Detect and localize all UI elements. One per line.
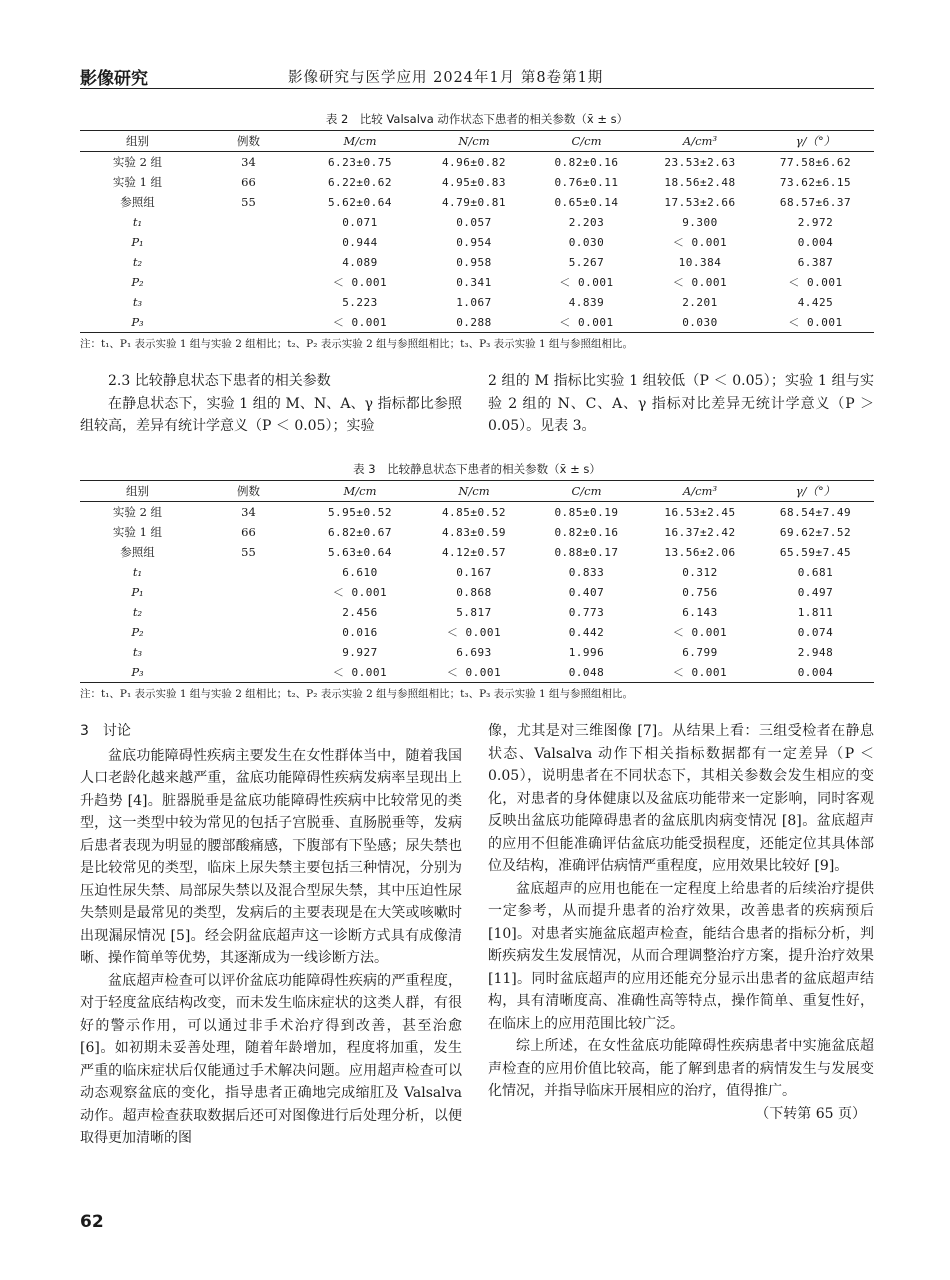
table-cell: 0.65±0.14 xyxy=(554,195,619,209)
table-cell: 0.341 xyxy=(456,275,492,289)
table-cell: 23.53±2.63 xyxy=(664,155,736,169)
table-cell: 2.201 xyxy=(682,295,718,309)
table-cell: 4.85±0.52 xyxy=(441,505,507,519)
table-cell: 5.223 xyxy=(342,295,378,309)
table3-col-header: C/cm xyxy=(571,484,602,498)
table3-col-header: A/cm³ xyxy=(682,484,718,498)
discussion-paragraph: 综上所述，在女性盆底功能障碍性疾病患者中实施盆底超声检查的应用价值比较高，能了解到患者的病情发生与发展变化情况，并指导临床开展相应的治疗，值得推广。 xyxy=(488,1038,874,1099)
table-cell: 4.95±0.83 xyxy=(441,175,507,189)
row-label-cell: P₃ xyxy=(131,665,144,679)
table-cell: 6.23±0.75 xyxy=(327,155,393,169)
table-cell: 0.756 xyxy=(682,585,718,599)
table-cell: 0.167 xyxy=(456,565,492,579)
table-cell xyxy=(195,602,302,622)
table-cell: 4.83±0.59 xyxy=(441,525,507,539)
table-row xyxy=(80,522,874,542)
table-cell: 0.944 xyxy=(342,235,378,249)
page-number: 62 xyxy=(80,1212,104,1232)
row-label-cell: t₁ xyxy=(132,565,143,579)
table-cell: ＜ 0.001 xyxy=(788,276,843,289)
table-cell: 0.048 xyxy=(568,665,605,679)
table-cell: 66 xyxy=(241,175,256,189)
table3-col-header: 组别 xyxy=(126,484,149,498)
discussion-paragraph: 盆底超声的应用也能在一定程度上给患者的后续治疗提供一定参考，从而提升患者的治疗效果，改善患者的疾病预后 [10]。对患者实施盆底超声检查，能结合患者的指标分析，判断疾病发生发展情况，从而合理调整治疗方案，提升治疗效果 [11]。同时盆底超声的应用还能充分显示出患者的盆底超声结构，具有清晰度高、准确性高等特点，操作简单、重复性好，在临床上的应用范围比较广泛。 xyxy=(488,880,874,1032)
table3-col-header: M/cm xyxy=(343,484,377,498)
table-cell: 4.79±0.81 xyxy=(441,195,507,209)
table-row xyxy=(80,662,874,683)
table2-caption: 表 2 比较 Valsalva 动作状态下患者的相关参数（x̄ ± s） xyxy=(325,112,629,126)
row-label-cell: P₁ xyxy=(131,235,144,249)
table-cell: 2.203 xyxy=(568,215,605,229)
table-cell: 16.53±2.45 xyxy=(664,505,736,519)
row-label-cell: t₂ xyxy=(132,605,143,619)
row-label-cell: t₃ xyxy=(132,645,143,659)
table-cell: 0.88±0.17 xyxy=(554,545,619,559)
table-cell: 4.839 xyxy=(568,295,605,309)
row-label-cell: 参照组 xyxy=(120,195,155,209)
table-cell: 6.387 xyxy=(797,255,834,269)
table-cell: 0.074 xyxy=(797,625,834,639)
discussion-paragraph: 像，尤其是对三维图像 [7]。从结果上看：三组受检者在静息状态、Valsalva 动作下相关指标数据都有一定差异（P ＜ 0.05），说明患者在不同状态下，其相关参数会发生相应的变化，对患者的身体健康以及盆底功能带来一定影响，同时客观反映出盆底功能障碍患者的盆底肌肉病变情况 [8]。盆底超声的应用不但能准确评估盆底功能受损程度，还能定位其具体部位及结构，准确评估病情严重程度，应用效果比较好 [9]。 xyxy=(488,723,874,874)
table-cell xyxy=(195,252,302,272)
table-cell: 2.972 xyxy=(797,215,834,229)
discussion-paragraph: 盆底超声检查可以评价盆底功能障碍性疾病的严重程度，对于轻度盆底结构改变，而未发生临床症状的这类人群，有很好的警示作用，可以通过非手术治疗得到改善，甚至治愈 [6]。如初期未妥善处理，随着年龄增加，程度将加重，发生严重的临床症状后仅能通过手术解决问题。应用超声检查可以动态观察盆底的变化，指导患者正确地完成缩肛及 Valsalva 动作。超声检查获取数据后还可对图像进行后处理分析，以便取得更加清晰的图 xyxy=(80,972,462,1146)
table-row xyxy=(80,582,874,602)
table-cell: 68.54±7.49 xyxy=(779,505,852,519)
table-cell: 0.833 xyxy=(568,565,605,579)
table-cell: ＜ 0.001 xyxy=(672,236,728,249)
table-row xyxy=(80,192,874,212)
row-label-cell: 实验 2 组 xyxy=(112,155,163,169)
table-cell: 4.12±0.57 xyxy=(441,545,507,559)
table2-col-header: N/cm xyxy=(458,134,490,148)
table-cell: 6.22±0.62 xyxy=(327,175,393,189)
section23-right-column xyxy=(488,370,874,438)
table-cell: 9.927 xyxy=(342,645,378,659)
table-cell: 0.82±0.16 xyxy=(554,525,619,539)
table-cell: 0.954 xyxy=(456,235,492,249)
table-cell: 0.85±0.19 xyxy=(554,505,619,519)
table-cell: ＜ 0.001 xyxy=(788,316,843,329)
table-cell: 0.958 xyxy=(456,255,492,269)
row-label-cell: 实验 1 组 xyxy=(112,175,163,189)
table2-col-header: C/cm xyxy=(571,134,602,148)
table3 xyxy=(80,480,874,683)
row-label-cell: P₁ xyxy=(131,585,144,599)
table-cell: ＜ 0.001 xyxy=(332,316,388,329)
journal-tag: 影像研究 xyxy=(80,69,148,89)
table-cell: ＜ 0.001 xyxy=(559,276,614,289)
table-cell: 0.497 xyxy=(797,585,834,599)
table-cell: 17.53±2.66 xyxy=(664,195,736,209)
table3-caption: 表 3 比较静息状态下患者的相关参数（x̄ ± s） xyxy=(353,462,601,476)
table-cell: ＜ 0.001 xyxy=(559,316,614,329)
table-cell: 13.56±2.06 xyxy=(664,545,736,559)
continued-note: （下转第 65 页） xyxy=(755,1105,866,1122)
table-cell: 4.089 xyxy=(342,255,378,269)
table-row xyxy=(80,152,874,173)
discussion-heading: 3 讨论 xyxy=(80,723,131,739)
discussion-right-column xyxy=(488,720,874,1125)
row-label-cell: t₁ xyxy=(132,215,143,229)
table-cell: 69.62±7.52 xyxy=(779,525,852,539)
table-cell: 18.56±2.48 xyxy=(664,175,736,189)
table-cell xyxy=(195,582,302,602)
table-cell: ＜ 0.001 xyxy=(332,276,388,289)
table-cell: 0.312 xyxy=(682,565,718,579)
table-cell: 10.384 xyxy=(678,255,722,269)
table-cell: 4.425 xyxy=(797,295,834,309)
table-cell: 0.071 xyxy=(342,215,378,229)
row-label-cell: 实验 2 组 xyxy=(112,505,163,519)
table-cell: 5.267 xyxy=(568,255,605,269)
table-row xyxy=(80,312,874,333)
table-cell: 16.37±2.42 xyxy=(664,525,736,539)
table-row xyxy=(80,642,874,662)
table-cell: 5.63±0.64 xyxy=(327,545,393,559)
table2-col-header: γ/（°） xyxy=(795,134,836,148)
table-cell: ＜ 0.001 xyxy=(446,666,502,679)
table-cell: 5.62±0.64 xyxy=(327,195,393,209)
table-cell: 0.407 xyxy=(568,585,605,599)
section23-left-column xyxy=(80,370,462,438)
row-label-cell: P₂ xyxy=(131,625,144,639)
table-cell: 0.030 xyxy=(682,315,718,329)
table-cell: ＜ 0.001 xyxy=(672,276,728,289)
discussion-left-column xyxy=(80,720,462,1150)
table-cell: 4.96±0.82 xyxy=(441,155,507,169)
journal-header-title: 影像研究与医学应用 2024年1月 第8卷第1期 xyxy=(288,70,604,86)
table-cell: 5.817 xyxy=(456,605,492,619)
table-cell: 34 xyxy=(241,155,256,169)
row-label-cell: 参照组 xyxy=(120,545,155,559)
table-cell: 2.456 xyxy=(342,605,378,619)
table-cell xyxy=(195,622,302,642)
table3-note: 注：t₁、P₁ 表示实验 1 组与实验 2 组相比；t₂、P₂ 表示实验 2 组与参照组相比；t₃、P₃ 表示实验 1 组与参照组相比。 xyxy=(80,688,634,700)
table2-col-header: 例数 xyxy=(237,134,260,148)
table-cell: 6.799 xyxy=(682,645,718,659)
table-cell: 0.016 xyxy=(342,625,378,639)
table3-header-row xyxy=(80,481,874,502)
table3-col-header: γ/（°） xyxy=(795,484,836,498)
table-cell xyxy=(195,212,302,232)
table-row xyxy=(80,252,874,272)
table-cell: 0.76±0.11 xyxy=(554,175,619,189)
table-cell: 0.004 xyxy=(797,665,834,679)
discussion-paragraph: 盆底功能障碍性疾病主要发生在女性群体当中，随着我国人口老龄化越来越严重，盆底功能障碍性疾病发病率呈现出上升趋势 [4]。脏器脱垂是盆底功能障碍性疾病中比较常见的类型，这一类型中较为常见的包括子宫脱垂、直肠脱垂等，发病后患者表现为明显的腰部酸痛感，下腹部有下坠感；尿失禁也是比较常见的类型，临床上尿失禁主要包括三种情况，分别为压迫性尿失禁、局部尿失禁以及混合型尿失禁，其中压迫性尿失禁则是最常见的类型，发病后的主要表现是在大笑或咳嗽时出现漏尿情况 [5]。经会阴盆底超声这一诊断方式具有成像清晰、操作简单等优势，其逐渐成为一线诊断方法。 xyxy=(80,747,462,966)
table-cell: 65.59±7.45 xyxy=(779,545,852,559)
table-cell: 1.811 xyxy=(797,605,834,619)
table-row xyxy=(80,292,874,312)
table-cell: 0.442 xyxy=(568,625,605,639)
table-cell: 6.693 xyxy=(456,645,492,659)
table-cell: 1.067 xyxy=(456,295,492,309)
table-cell: 55 xyxy=(241,545,256,559)
table-row xyxy=(80,542,874,562)
table-cell: 77.58±6.62 xyxy=(779,155,852,169)
row-label-cell: t₂ xyxy=(132,255,143,269)
table-cell: 6.82±0.67 xyxy=(327,525,393,539)
table-row xyxy=(80,622,874,642)
table-cell: 34 xyxy=(241,505,256,519)
table-cell: 73.62±6.15 xyxy=(779,175,852,189)
table3-col-header: 例数 xyxy=(237,484,260,498)
table-cell xyxy=(195,642,302,662)
row-label-cell: P₂ xyxy=(131,275,144,289)
table-cell: ＜ 0.001 xyxy=(672,666,728,679)
table2-col-header: M/cm xyxy=(343,134,377,148)
table-cell: 0.288 xyxy=(456,315,492,329)
table2-col-header: 组别 xyxy=(126,134,149,148)
table-cell: 55 xyxy=(241,195,256,209)
table-cell: 9.300 xyxy=(682,215,718,229)
table-cell: 68.57±6.37 xyxy=(779,195,852,209)
row-label-cell: t₃ xyxy=(132,295,143,309)
header-rule xyxy=(80,88,874,89)
table-row xyxy=(80,272,874,292)
table-cell xyxy=(195,662,302,683)
table-cell: 0.773 xyxy=(568,605,605,619)
table-row xyxy=(80,502,874,523)
table2 xyxy=(80,130,874,333)
table-row xyxy=(80,172,874,192)
table-row xyxy=(80,602,874,622)
table-cell: 66 xyxy=(241,525,256,539)
table-row xyxy=(80,232,874,252)
table-row xyxy=(80,562,874,582)
table-row xyxy=(80,212,874,232)
table-cell: 0.681 xyxy=(797,565,834,579)
table-cell: ＜ 0.001 xyxy=(332,666,388,679)
table-cell: 2.948 xyxy=(797,645,834,659)
table-cell: ＜ 0.001 xyxy=(446,626,502,639)
table2-header-row xyxy=(80,131,874,152)
table-cell: 6.610 xyxy=(342,565,378,579)
section23-heading: 2.3 比较静息状态下患者的相关参数 xyxy=(108,373,331,389)
table-cell xyxy=(195,562,302,582)
table2-col-header: A/cm³ xyxy=(682,134,718,148)
table-cell: 0.868 xyxy=(456,585,492,599)
table-cell xyxy=(195,232,302,252)
table-cell: 0.057 xyxy=(456,215,492,229)
table-cell: 1.996 xyxy=(568,645,605,659)
table-cell: 6.143 xyxy=(682,605,718,619)
table-cell: 0.030 xyxy=(568,235,605,249)
table-cell: ＜ 0.001 xyxy=(672,626,728,639)
table3-col-header: N/cm xyxy=(458,484,490,498)
table2-note: 注：t₁、P₁ 表示实验 1 组与实验 2 组相比；t₂、P₂ 表示实验 2 组与参照组相比；t₃、P₃ 表示实验 1 组与参照组相比。 xyxy=(80,338,634,350)
section23-left-text: 在静息状态下，实验 1 组的 M、N、A、γ 指标都比参照组较高，差异有统计学意义（P ＜ 0.05）；实验 xyxy=(80,395,462,434)
table-cell: 0.004 xyxy=(797,235,834,249)
table-cell xyxy=(195,272,302,292)
table-cell: ＜ 0.001 xyxy=(332,586,388,599)
section23-right-text: 2 组的 M 指标比实验 1 组较低（P ＜ 0.05）；实验 1 组与实验 2 组的 N、C、A、γ 指标对比差异无统计学意义（P ＞ 0.05）。见表 3。 xyxy=(488,373,874,434)
table-cell: 0.82±0.16 xyxy=(554,155,619,169)
row-label-cell: 实验 1 组 xyxy=(112,525,163,539)
table-cell xyxy=(195,312,302,333)
row-label-cell: P₃ xyxy=(131,315,144,329)
table-cell: 5.95±0.52 xyxy=(327,505,393,519)
table-cell xyxy=(195,292,302,312)
